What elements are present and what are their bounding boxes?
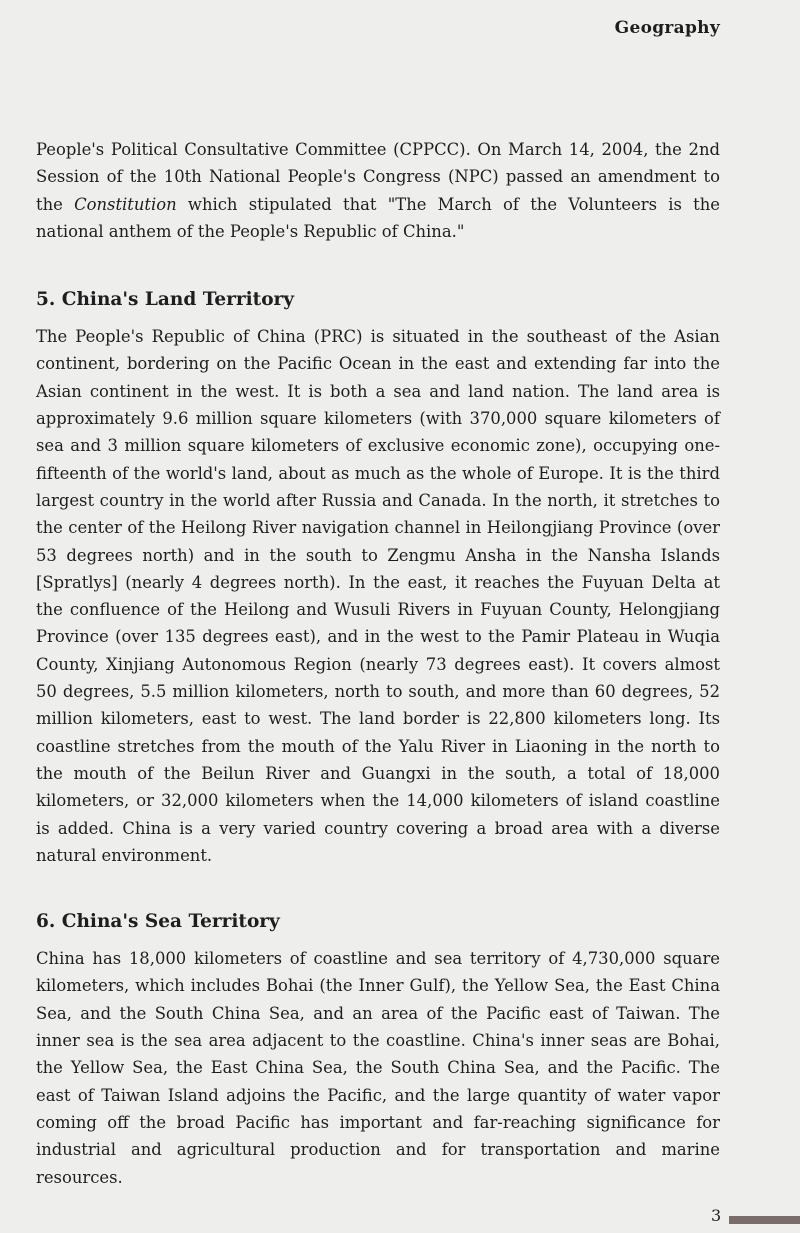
intro-paragraph [36, 136, 720, 245]
section-5-paragraph: The People's Republic of China (PRC) is situated in the southeast of the Asian continent, bordering on the Pacific Ocean in the east and extending far into the Asian continent in the west. It is both a sea and land nation. The land area is approximately 9.6 million square kilometers (with 370,000 square kilometers of sea and 3 million square kilometers of exclusive economic zone), occupying one-fifteenth of the world's land, about as much as the whole of Europe. It is the third largest country in the world after Russia and Canada. In the north, it stretches to the center of the Heilong River navigation channel in Heilongjiang Province (over 53 degrees north) and in the south to Zengmu Ansha in the Nansha Islands [Spratlys] (nearly 4 degrees north). In the east, it reaches the Fuyuan Delta at the confluence of the Heilong and Wusuli Rivers in Fuyuan County, Helongjiang Province (over 135 degrees east), and in the west to the Pamir Plateau in Wuqia County, Xinjiang Autonomous Region (nearly 73 degrees east). It covers almost 50 degrees, 5.5 million kilometers, north to south, and more than 60 degrees, 52 million kilometers, east to west. The land border is 22,800 kilometers long. Its coastline stretches from the mouth of the Yalu River in Liaoning in the north to the mouth of the Beilun River and Guangxi in the south, a total of 18,000 kilometers, or 32,000 kilometers when the 14,000 kilometers of island coastline is added. China is a very varied country covering a broad area with a diverse natural environment. [36, 327, 720, 865]
running-head-title: Geography [614, 18, 720, 38]
page-body [36, 136, 720, 1191]
intro-text-end: which stipulated that "The March of the Volunteers is the national anthem of the People's Republic of China." [36, 194, 720, 241]
intro-italic-term: Constitution [74, 194, 177, 214]
section-6-heading: 6. China's Sea Territory [36, 911, 280, 933]
page-number-bar [729, 1216, 800, 1224]
section-5-heading: 5. China's Land Territory [36, 289, 295, 311]
page-number: 3 [711, 1206, 722, 1225]
intro-text-start: People's Political Consultative Committee (CPPCC). On March 14, 2004, the 2nd Session of the 10th National People's Congress (NPC) passed an amendment to the [36, 140, 720, 214]
section-6-paragraph: China has 18,000 kilometers of coastline and sea territory of 4,730,000 square kilometers, which includes Bohai (the Inner Gulf), the Yellow Sea, the East China Sea, and the South China Sea, and an area of the Pacific east of Taiwan. The inner sea is the sea area adjacent to the coastline. China's inner seas are Bohai, the Yellow Sea, the East China Sea, the South China Sea, and the Pacific. The east of Taiwan Island adjoins the Pacific, and the large quantity of water vapor coming off the broad Pacific has important and far-reaching significance for industrial and agricultural production and for transportation and marine resources. [36, 949, 720, 1187]
